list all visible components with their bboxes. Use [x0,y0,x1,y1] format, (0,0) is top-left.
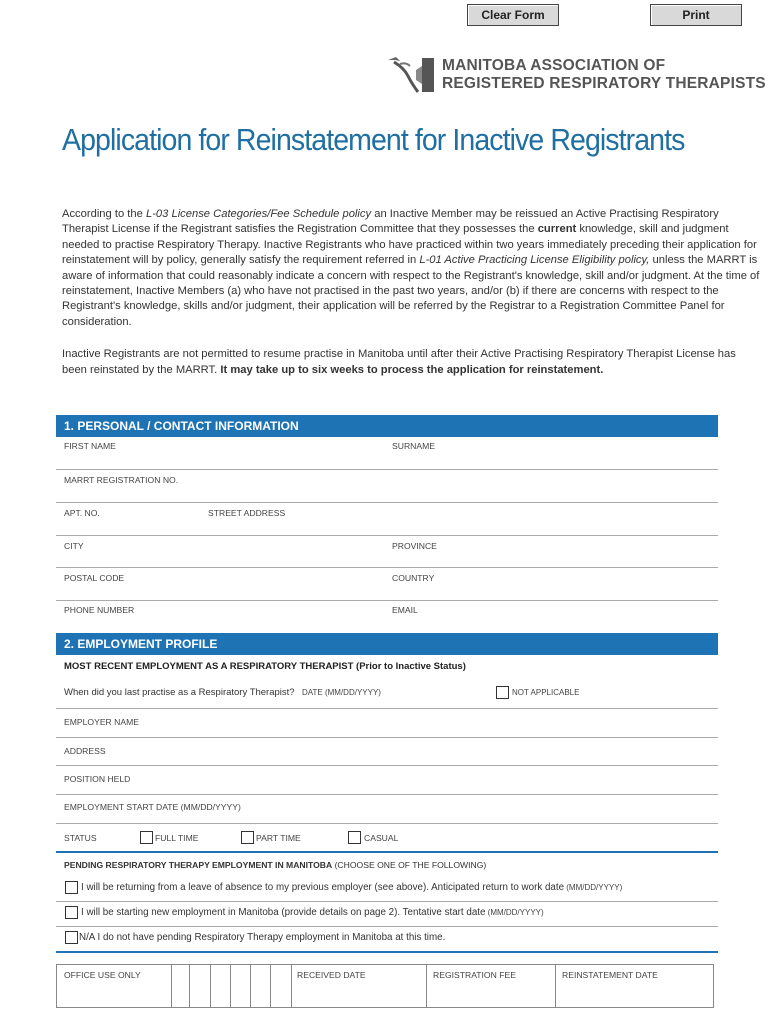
position-row [56,765,718,795]
option-2-label: I will be starting new employment in Manitoba (provide details on page 2). Tentative start date (MM/DD/YYYY) [81,907,544,918]
logo-line-2: REGISTERED RESPIRATORY THERAPISTS [442,75,766,92]
status-label: STATUS [64,833,97,843]
reg-row [56,469,718,503]
recent-employment-subhead: MOST RECENT EMPLOYMENT AS A RESPIRATORY THERAPIST (Prior to Inactive Status) [64,661,466,672]
option-2-row [56,901,718,927]
email-field[interactable]: EMAIL [392,605,418,615]
phone-row [56,600,718,631]
city-field[interactable]: CITY [64,541,84,551]
street-address-field[interactable]: STREET ADDRESS [208,508,286,518]
lungs-logo-icon [386,54,438,96]
province-field[interactable]: PROVINCE [392,541,437,551]
pending-employment-heading: PENDING RESPIRATORY THERAPY EMPLOYMENT IN MANITOBA (CHOOSE ONE OF THE FOLLOWING) [64,860,487,870]
casual-checkbox[interactable] [348,831,361,844]
no-pending-checkbox[interactable] [65,931,78,944]
registration-fee-field[interactable]: REGISTRATION FEE [433,970,516,980]
position-held-field[interactable]: POSITION HELD [64,774,131,784]
postal-code-field[interactable]: POSTAL CODE [64,573,125,583]
city-row [56,535,718,568]
last-practise-date-field[interactable]: DATE (MM/DD/YYYY) [302,688,381,697]
print-button[interactable]: Print [650,4,742,26]
status-row [56,823,718,853]
emp-address-row [56,737,718,766]
office-use-label: OFFICE USE ONLY [64,970,141,980]
intro-paragraph-1: According to the L-03 License Categories/Fee Schedule policy an Inactive Member may be reissued an Active Practising Respiratory Therapist License if the Registrant satisfies the Registration Committee that they possesses the current knowledge, skill and judgment needed to practise Respiratory Therapy. Inactive Registrants who have practiced within two years immediately preceding their application for reinstatement will by policy, generally satisfy the requirement referred in L-01 Active Practicing License Eligibility policy, unless the MARRT is aware of information that could reasonably indicate a concern with respect to the Registrant's knowledge, skill and/or judgment. At the time of reinstatement, Inactive Members (a) who have not practised in the past two years, and/or (b) if there are concerns with respect to the Registrant's knowledge, skills and/or judgment, their application will be referred by the Registrar to a Registration Committee Panel for consideration. [62,208,760,328]
reinstatement-date-field[interactable]: REINSTATEMENT DATE [562,970,658,980]
part-time-checkbox[interactable] [241,831,254,844]
surname-field[interactable]: SURNAME [392,441,435,451]
postal-row [56,567,718,601]
option-1-row [56,876,718,902]
address-row [56,502,718,536]
intro-paragraph-2: Inactive Registrants are not permitted to resume practise in Manitoba until after their Active Practising Respiratory Therapist License has been reinstated by the MARRT. It may take up to six weeks to process the application for reinstatement. [62,348,736,376]
clear-form-button[interactable]: Clear Form [467,4,559,26]
received-date-field[interactable]: RECEIVED DATE [297,970,366,980]
employment-start-date-field[interactable]: EMPLOYMENT START DATE (MM/DD/YYYY) [64,802,241,812]
not-applicable-checkbox[interactable] [496,686,509,699]
not-applicable-label: NOT APPLICABLE [512,688,580,697]
page-title: Application for Reinstatement for Inactive Registrants [62,122,685,157]
full-time-label: FULL TIME [155,833,199,843]
option-1-label: I will be returning from a leave of absence to my previous employer (see above). Anticipated return to work date (MM/DD/YYYY) [81,882,623,893]
section-1-header: 1. PERSONAL / CONTACT INFORMATION [56,415,718,437]
employer-name-field[interactable]: EMPLOYER NAME [64,717,139,727]
employer-row [56,708,718,738]
logo-line-1: MANITOBA ASSOCIATION OF [442,57,666,74]
section-2-header: 2. EMPLOYMENT PROFILE [56,633,718,655]
phone-number-field[interactable]: PHONE NUMBER [64,605,135,615]
marrt-logo [386,54,766,96]
registration-no-field[interactable]: MARRT REGISTRATION NO. [64,475,179,485]
intro-text [62,207,762,395]
apt-no-field[interactable]: APT. NO. [64,508,100,518]
return-leave-checkbox[interactable] [65,881,78,894]
start-date-row [56,794,718,824]
part-time-label: PART TIME [256,833,301,843]
casual-label: CASUAL [364,833,399,843]
employer-address-field[interactable]: ADDRESS [64,746,106,756]
option-3-label: N/A I do not have pending Respiratory Therapy employment in Manitoba at this time. [79,932,446,943]
first-name-field[interactable]: FIRST NAME [64,441,116,451]
name-row [56,437,718,470]
new-employment-checkbox[interactable] [65,906,78,919]
full-time-checkbox[interactable] [140,831,153,844]
country-field[interactable]: COUNTRY [392,573,435,583]
last-practise-question: When did you last practise as a Respiratory Therapist? [64,687,295,698]
last-practise-row [56,678,718,709]
office-use-table [56,964,714,1008]
option-3-row [56,926,718,953]
